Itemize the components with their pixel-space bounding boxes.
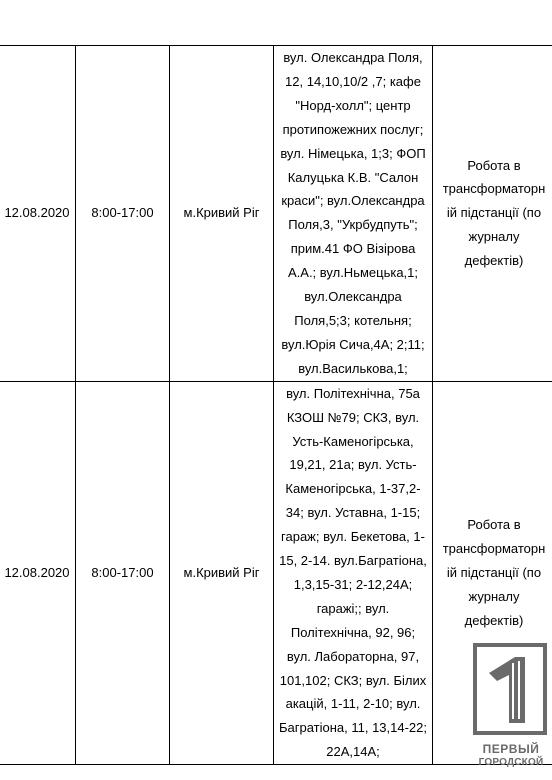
table-row bbox=[0, 46, 552, 382]
work-line: журналу bbox=[468, 229, 520, 245]
address-line: краси"; вул.Олександра bbox=[281, 193, 425, 209]
logo-mark-icon bbox=[473, 643, 547, 735]
address-line: вул. Лабораторна, 97, bbox=[286, 648, 420, 664]
watermark-logo bbox=[470, 640, 552, 780]
address-line: Поля,5;3; котельня; bbox=[294, 312, 412, 328]
date-cell: 12.08.2020 bbox=[0, 381, 76, 765]
work-line: ій підстанції (по bbox=[446, 564, 542, 580]
logo-text-line2: ГОРОДСКОЙ bbox=[478, 757, 544, 768]
work-description-cell bbox=[433, 46, 552, 382]
address-line: прим.41 ФО Візірова bbox=[290, 241, 416, 257]
address-line: 15, 2-14. вул.Багратіона, bbox=[279, 553, 427, 569]
address-line: КЗОШ №79; СКЗ, вул. bbox=[286, 409, 420, 425]
work-line: трансформаторн bbox=[442, 541, 546, 557]
address-line: 1,3,15-31; 2-12,24А; bbox=[293, 576, 413, 592]
address-line: протипожежних послуг; bbox=[282, 121, 424, 137]
address-line: Калуцька К.В. "Салон bbox=[287, 169, 419, 185]
address-line: "Норд-холл"; центр bbox=[295, 97, 411, 113]
address-line: Поля,3, "Укрбудпуть"; bbox=[288, 217, 418, 233]
address-line: гаражі;; вул. bbox=[316, 600, 390, 616]
address-cell bbox=[274, 46, 433, 382]
address-line: вул.Олександра bbox=[304, 289, 402, 305]
city-cell: м.Кривий Ріг bbox=[170, 381, 274, 765]
date-cell: 12.08.2020 bbox=[0, 46, 76, 382]
address-line: Політехнічна, 92, 96; bbox=[290, 624, 416, 640]
address-cell bbox=[274, 381, 433, 765]
address-line: 22А,14А; bbox=[326, 744, 380, 760]
address-line: 34; вул. Уставна, 1-15; bbox=[285, 505, 421, 521]
address-line: Усть-Каменогірська, bbox=[292, 433, 414, 449]
address-line: вул. Олександра Поля, bbox=[283, 50, 423, 65]
work-line: ій підстанції (по bbox=[446, 205, 542, 221]
work-line: дефектів) bbox=[464, 612, 524, 628]
address-line: 101,102; СКЗ; вул. Білих bbox=[279, 672, 427, 688]
logo-text-line1: ПЕРВЫЙ bbox=[482, 742, 540, 756]
work-line: трансформаторн bbox=[442, 181, 546, 197]
address-line: вул. Німецька, 1;3; ФОП bbox=[280, 145, 426, 161]
address-line: акацій, 1-11, 2-10; вул. bbox=[285, 696, 421, 712]
address-line: вул.Василькова,1; bbox=[298, 360, 408, 376]
work-line: журналу bbox=[468, 588, 520, 604]
work-line: Робота в bbox=[467, 517, 521, 533]
address-line: гараж; вул. Бекетова, 1- bbox=[281, 529, 425, 545]
address-line: вул. Політехнічна, 75а bbox=[286, 385, 420, 401]
address-line: 19,21, 21а; вул. Усть- bbox=[289, 457, 417, 473]
city-cell: м.Кривий Ріг bbox=[170, 46, 274, 382]
address-line: 12, 14,10,10/2 ,7; кафе bbox=[285, 73, 421, 89]
address-line: вул.Юрія Сича,4А; 2;11; bbox=[281, 336, 425, 352]
work-line: Робота в bbox=[467, 157, 521, 173]
address-line: Каменогірська, 1-37,2- bbox=[285, 481, 421, 497]
work-line: дефектів) bbox=[464, 253, 524, 269]
time-cell: 8:00-17:00 bbox=[76, 381, 170, 765]
address-line: А.А.; вул.Ньмецька,1; bbox=[287, 265, 419, 281]
time-cell: 8:00-17:00 bbox=[76, 46, 170, 382]
address-line: Багратіона, 11, 13,14-22; bbox=[278, 720, 428, 736]
